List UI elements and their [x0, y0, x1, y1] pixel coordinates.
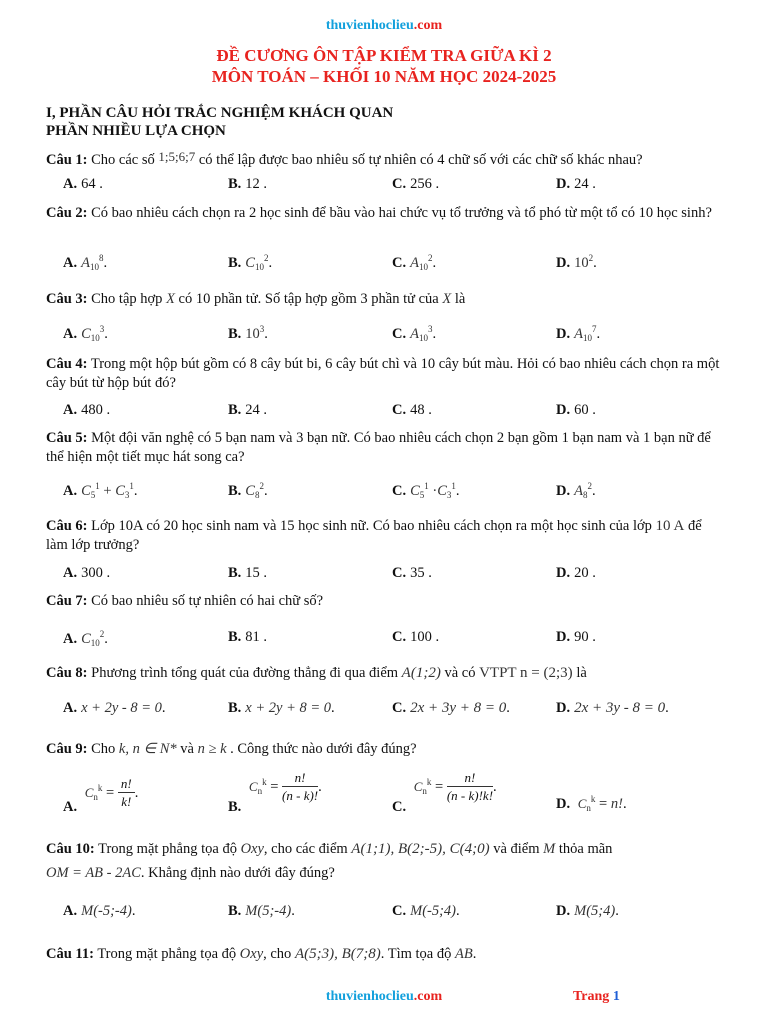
- question-text: là: [454, 291, 466, 307]
- answer-c[interactable]: C. $A_{10}^3$.: [392, 324, 437, 343]
- question-3: [46, 290, 726, 309]
- math-normal-vector: VTPT n = (2;3): [479, 665, 573, 681]
- page-label: Trang: [573, 989, 610, 1004]
- question-text: Trong một hộp bút gồm có 8 cây bút bi, 6 cây bút chì và 10 cây bút màu. Hỏi có bao nhiêu cách chọn ra một cây bút từ hộp bút đó?: [46, 356, 720, 391]
- question-text: và có: [444, 665, 476, 681]
- question-6: [46, 517, 726, 555]
- question-2: [46, 204, 726, 223]
- question-text: thỏa mãn: [558, 841, 613, 857]
- math-points: A(1;1), B(2;-5), C(4;0): [351, 841, 490, 857]
- answers-q4: [63, 402, 723, 424]
- brand-domain: .com: [413, 18, 443, 33]
- question-text: .: [472, 946, 477, 962]
- question-number: Câu 10:: [46, 841, 95, 857]
- answer-a[interactable]: A. 480 .: [63, 402, 111, 418]
- answer-b[interactable]: B. 81 .: [228, 629, 268, 645]
- question-text: . Khẳng định nào dưới đây đúng?: [140, 865, 335, 881]
- question-number: Câu 3:: [46, 291, 88, 307]
- math-numbers: 1;5;6;7: [158, 149, 196, 164]
- question-10: [46, 840, 726, 859]
- question-text: Cho: [91, 741, 116, 757]
- math-point: M: [543, 841, 556, 857]
- answer-d[interactable]: D. 2x + 3y - 8 = 0.: [556, 700, 669, 716]
- math-set: X: [166, 291, 175, 307]
- answer-b[interactable]: B. $C_{10}^2$.: [228, 253, 273, 272]
- answer-b[interactable]: B. $C_n^k$ = $\frac{n!}{(n - k)!}$ .: [228, 770, 322, 815]
- footer-brand: [0, 989, 768, 1005]
- document-title-line2: MÔN TOÁN – KHỐI 10 NĂM HỌC 2024-2025: [211, 67, 557, 86]
- brand-name: thuvienhoclieu: [325, 18, 414, 33]
- brand-domain: .com: [413, 989, 443, 1004]
- answers-q6: [63, 565, 723, 587]
- answer-d[interactable]: D. $A_{10}^7$.: [556, 324, 601, 343]
- math-plane: Oxy: [239, 946, 264, 962]
- question-11: [46, 945, 726, 964]
- question-number: Câu 6:: [46, 518, 88, 534]
- question-number: Câu 11:: [46, 946, 94, 962]
- answer-d[interactable]: D. M(5;4).: [556, 903, 619, 919]
- question-text: Lớp 10A có 20 học sinh nam và 15 học sinh nữ. Có bao nhiêu cách chọn ra một học sinh của lớp: [91, 518, 652, 534]
- answer-a[interactable]: A. $C_{10}^3$.: [63, 324, 108, 343]
- answer-b[interactable]: B. $C_8^2$.: [228, 481, 268, 500]
- answer-c[interactable]: C. 256 .: [392, 176, 440, 192]
- question-text: Phương trình tổng quát của đường thẳng đi qua điểm: [91, 665, 399, 681]
- answer-a[interactable]: A. 64 .: [63, 176, 103, 192]
- question-9: [46, 740, 726, 759]
- question-text: có thể lập được bao nhiêu số tự nhiên có 4 chữ số với các chữ số khác nhau?: [198, 152, 643, 168]
- answers-q2: [63, 253, 723, 275]
- answer-c[interactable]: C. 48 .: [392, 402, 432, 418]
- math-points: A(5;3), B(7;8): [294, 946, 381, 962]
- answer-c[interactable]: C. 100 .: [392, 629, 440, 645]
- question-1: [46, 147, 726, 170]
- math-point: A(1;2): [401, 665, 441, 681]
- question-10-line2: [46, 864, 726, 883]
- section-heading: I, PHẦN CÂU HỎI TRẮC NGHIỆM KHÁCH QUAN: [46, 105, 394, 121]
- answer-d[interactable]: D. 24 .: [556, 176, 596, 192]
- answer-b[interactable]: B. x + 2y + 8 = 0.: [228, 700, 335, 716]
- question-text: Trong mặt phẳng tọa độ: [98, 841, 237, 857]
- question-text: Có bao nhiêu số tự nhiên có hai chữ số?: [91, 593, 324, 609]
- document-title-line1: ĐỀ CƯƠNG ÔN TẬP KIỂM TRA GIỮA KÌ 2: [216, 46, 552, 65]
- question-number: Câu 2:: [46, 205, 88, 221]
- answer-c[interactable]: C. M(-5;4).: [392, 903, 460, 919]
- answer-d[interactable]: D. $10^2$.: [556, 253, 597, 271]
- question-5: [46, 429, 726, 467]
- answers-q10: [63, 903, 723, 925]
- answer-c[interactable]: C. 35 .: [392, 565, 432, 581]
- answer-d[interactable]: D. 90 .: [556, 629, 596, 645]
- answer-b[interactable]: B. 15 .: [228, 565, 268, 581]
- question-text: Có bao nhiêu cách chọn ra 2 học sinh để bầu vào hai chức vụ tổ trưởng và tổ phó từ một tổ có 10 học sinh?: [91, 205, 712, 221]
- math-condition: n ≥ k: [197, 741, 227, 757]
- question-number: Câu 5:: [46, 430, 88, 446]
- question-text: để làm lớp trưởng?: [46, 518, 702, 553]
- math-condition: k, n ∈ N*: [118, 741, 177, 757]
- brand-name: thuvienhoclieu: [325, 989, 414, 1004]
- answers-q1: [63, 176, 723, 198]
- math-class: 10 A: [655, 518, 685, 534]
- question-text: và điểm: [493, 841, 540, 857]
- answers-q5: [63, 481, 723, 503]
- answer-d[interactable]: D. 20 .: [556, 565, 596, 581]
- page-number-value: 1: [612, 989, 620, 1004]
- answer-b[interactable]: B. M(5;-4).: [228, 903, 295, 919]
- math-plane: Oxy: [240, 841, 264, 857]
- answer-a[interactable]: A. x + 2y - 8 = 0.: [63, 700, 166, 716]
- question-text: Cho các số: [91, 152, 155, 168]
- question-number: Câu 7:: [46, 593, 88, 609]
- answer-b[interactable]: B. $10^3$.: [228, 324, 268, 342]
- question-text: Trong mặt phẳng tọa độ: [97, 946, 237, 962]
- answer-b[interactable]: B. 24 .: [228, 402, 268, 418]
- answers-q8: [63, 700, 723, 722]
- answers-q3: [63, 324, 723, 346]
- question-text: Cho tập hợp: [91, 291, 163, 307]
- question-8: [46, 664, 726, 683]
- answer-a[interactable]: A. $C_n^k$ = $\frac{n!}{k!}$ .: [63, 776, 139, 815]
- answer-c[interactable]: C. $C_5^1 \cdot C_3^1$.: [392, 481, 460, 500]
- answer-d[interactable]: D. $C_n^k = n$!.: [556, 794, 627, 813]
- section-subheading: PHẦN NHIỀU LỰA CHỌN: [46, 123, 226, 139]
- question-number: Câu 8:: [46, 665, 88, 681]
- math-vector: AB: [454, 946, 473, 962]
- header-brand: [0, 18, 768, 34]
- question-text: có 10 phần tử. Số tập hợp gồm 3 phần tử của: [178, 291, 439, 307]
- math-vector-equation: OM = AB - 2AC: [46, 865, 141, 881]
- question-text: , cho: [263, 946, 292, 962]
- answer-a[interactable]: A. $A_{10}^8$.: [63, 253, 108, 272]
- math-set: X: [442, 291, 452, 307]
- answer-d[interactable]: D. $A_8^2$.: [556, 481, 596, 500]
- question-text: , cho các điểm: [263, 841, 348, 857]
- question-text: là: [576, 665, 587, 681]
- question-text: Một đội văn nghệ có 5 bạn nam và 3 bạn nữ. Có bao nhiêu cách chọn 2 bạn gồm 1 bạn nam và 1 bạn nữ để thể hiện một tiết mục hát song ca?: [46, 430, 711, 465]
- answer-c[interactable]: C. $C_n^k$ = $\frac{n!}{(n - k)!k!}$ .: [392, 770, 497, 815]
- question-text: . Tìm tọa độ: [380, 946, 452, 962]
- page-number: [573, 989, 620, 1005]
- answer-a[interactable]: A. M(-5;-4).: [63, 903, 136, 919]
- question-number: Câu 9:: [46, 741, 88, 757]
- question-number: Câu 4:: [46, 356, 88, 372]
- answers-q9: [63, 770, 723, 820]
- answer-c[interactable]: C. $A_{10}^2$.: [392, 253, 437, 272]
- question-number: Câu 1:: [46, 152, 88, 168]
- answer-b[interactable]: B. 12 .: [228, 176, 268, 192]
- question-7: [46, 592, 726, 611]
- answer-a[interactable]: A. 300 .: [63, 565, 111, 581]
- answer-d[interactable]: D. 60 .: [556, 402, 596, 418]
- question-4: [46, 355, 726, 393]
- answer-c[interactable]: C. 2x + 3y + 8 = 0.: [392, 700, 510, 716]
- answer-a[interactable]: A. $C_{10}^2$.: [63, 629, 108, 648]
- answers-q7: [63, 629, 723, 651]
- question-text: và: [180, 741, 194, 757]
- answer-a[interactable]: A. $C_5^1 + C_3^1$.: [63, 481, 138, 500]
- question-text: . Công thức nào dưới đây đúng?: [230, 741, 417, 757]
